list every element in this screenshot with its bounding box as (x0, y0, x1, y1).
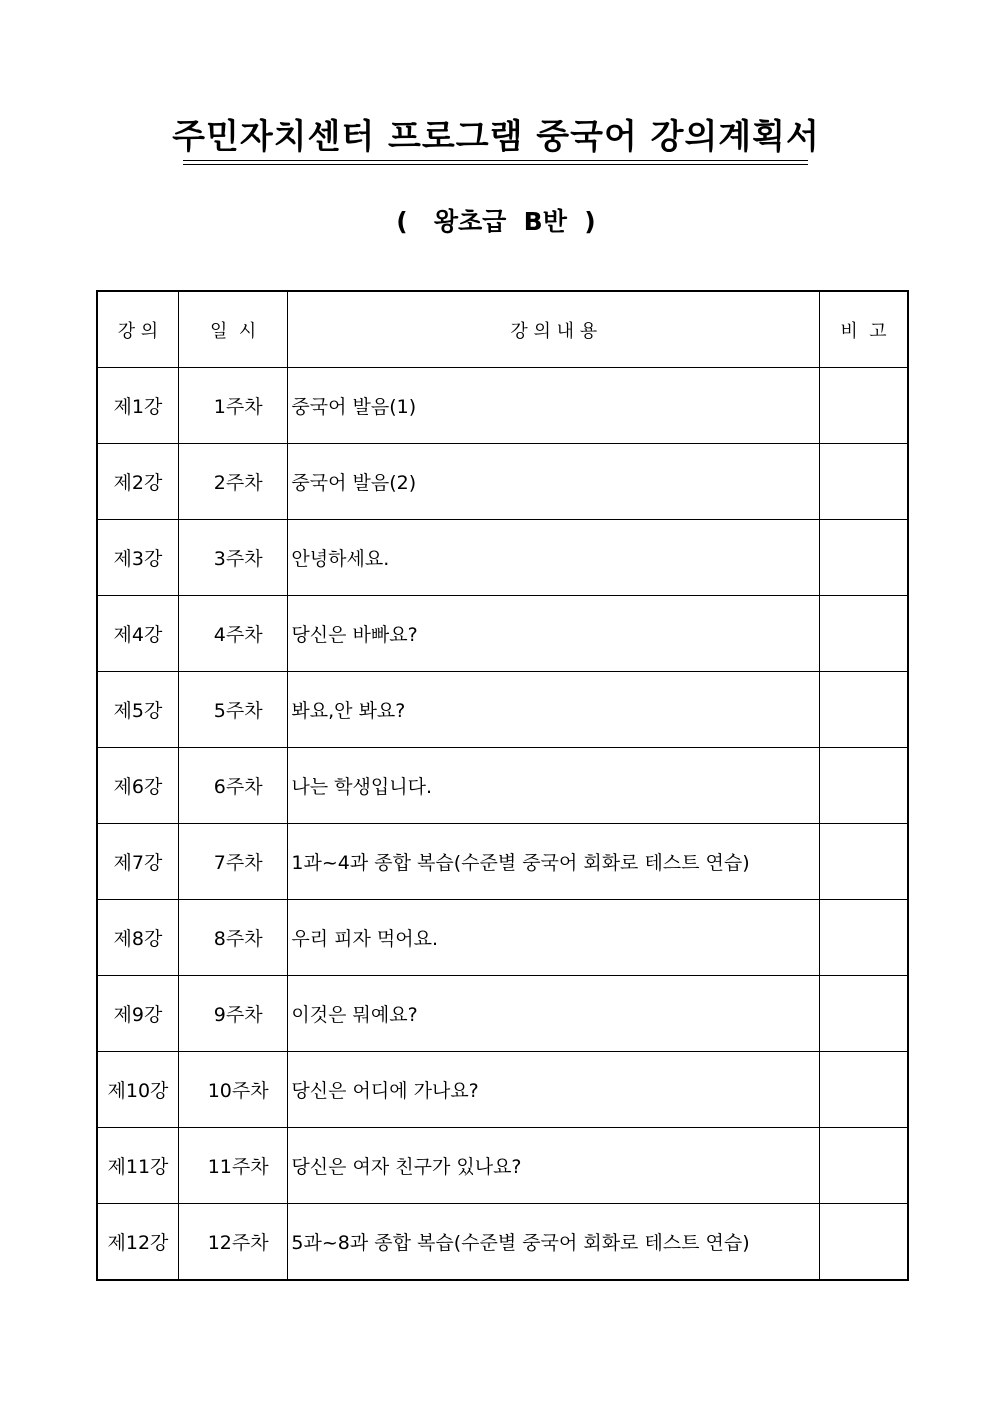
lecture-cell: 제6강 (97, 748, 178, 824)
content-cell: 당신은 바빠요? (288, 596, 820, 672)
header-date: 일 시 (178, 291, 288, 368)
content-cell: 5과~8과 종합 복습(수준별 중국어 회화로 테스트 연습) (288, 1204, 820, 1281)
table-row (97, 900, 908, 976)
title-double-underline (183, 160, 808, 165)
class-level-subtitle: ( 왕초급 B반 ) (396, 207, 596, 236)
table-row (97, 596, 908, 672)
content-cell: 안녕하세요. (288, 520, 820, 596)
lecture-cell: 제3강 (97, 520, 178, 596)
lecture-cell: 제8강 (97, 900, 178, 976)
table-row (97, 520, 908, 596)
date-cell: 6주차 (178, 748, 288, 824)
date-cell: 4주차 (178, 596, 288, 672)
content-cell: 나는 학생입니다. (288, 748, 820, 824)
table-row (97, 824, 908, 900)
lecture-cell: 제2강 (97, 444, 178, 520)
table-row (97, 1128, 908, 1204)
table-row (97, 976, 908, 1052)
lecture-cell: 제1강 (97, 368, 178, 444)
content-cell: 이것은 뭐예요? (288, 976, 820, 1052)
date-cell: 7주차 (178, 824, 288, 900)
content-cell: 당신은 여자 친구가 있나요? (288, 1128, 820, 1204)
note-cell (820, 368, 908, 444)
note-cell (820, 520, 908, 596)
content-cell: 우리 피자 먹어요. (288, 900, 820, 976)
lecture-cell: 제9강 (97, 976, 178, 1052)
note-cell (820, 900, 908, 976)
table-row (97, 1204, 908, 1281)
content-cell: 봐요,안 봐요? (288, 672, 820, 748)
note-cell (820, 1052, 908, 1128)
content-cell: 중국어 발음(2) (288, 444, 820, 520)
note-cell (820, 596, 908, 672)
table-header-row (97, 291, 908, 368)
lecture-cell: 제4강 (97, 596, 178, 672)
note-cell (820, 444, 908, 520)
note-cell (820, 824, 908, 900)
table-row (97, 368, 908, 444)
lecture-cell: 제7강 (97, 824, 178, 900)
note-cell (820, 976, 908, 1052)
table-row (97, 444, 908, 520)
header-note: 비 고 (820, 291, 908, 368)
table-row (97, 672, 908, 748)
note-cell (820, 1204, 908, 1281)
content-cell: 1과~4과 종합 복습(수준별 중국어 회화로 테스트 연습) (288, 824, 820, 900)
date-cell: 1주차 (178, 368, 288, 444)
date-cell: 3주차 (178, 520, 288, 596)
date-cell: 9주차 (178, 976, 288, 1052)
date-cell: 12주차 (178, 1204, 288, 1281)
lecture-cell: 제11강 (97, 1128, 178, 1204)
date-cell: 8주차 (178, 900, 288, 976)
date-cell: 11주차 (178, 1128, 288, 1204)
date-cell: 10주차 (178, 1052, 288, 1128)
table-row (97, 1052, 908, 1128)
table-body (97, 368, 908, 1281)
lecture-cell: 제12강 (97, 1204, 178, 1281)
date-cell: 5주차 (178, 672, 288, 748)
table-row (97, 748, 908, 824)
lecture-plan-table (96, 290, 909, 1281)
lecture-cell: 제10강 (97, 1052, 178, 1128)
header-lecture: 강 의 (97, 291, 178, 368)
header-content: 강 의 내 용 (288, 291, 820, 368)
document-title: 주민자치센터 프로그램 중국어 강의계획서 (172, 117, 820, 157)
note-cell (820, 1128, 908, 1204)
date-cell: 2주차 (178, 444, 288, 520)
content-cell: 중국어 발음(1) (288, 368, 820, 444)
lecture-cell: 제5강 (97, 672, 178, 748)
note-cell (820, 748, 908, 824)
content-cell: 당신은 어디에 가나요? (288, 1052, 820, 1128)
note-cell (820, 672, 908, 748)
